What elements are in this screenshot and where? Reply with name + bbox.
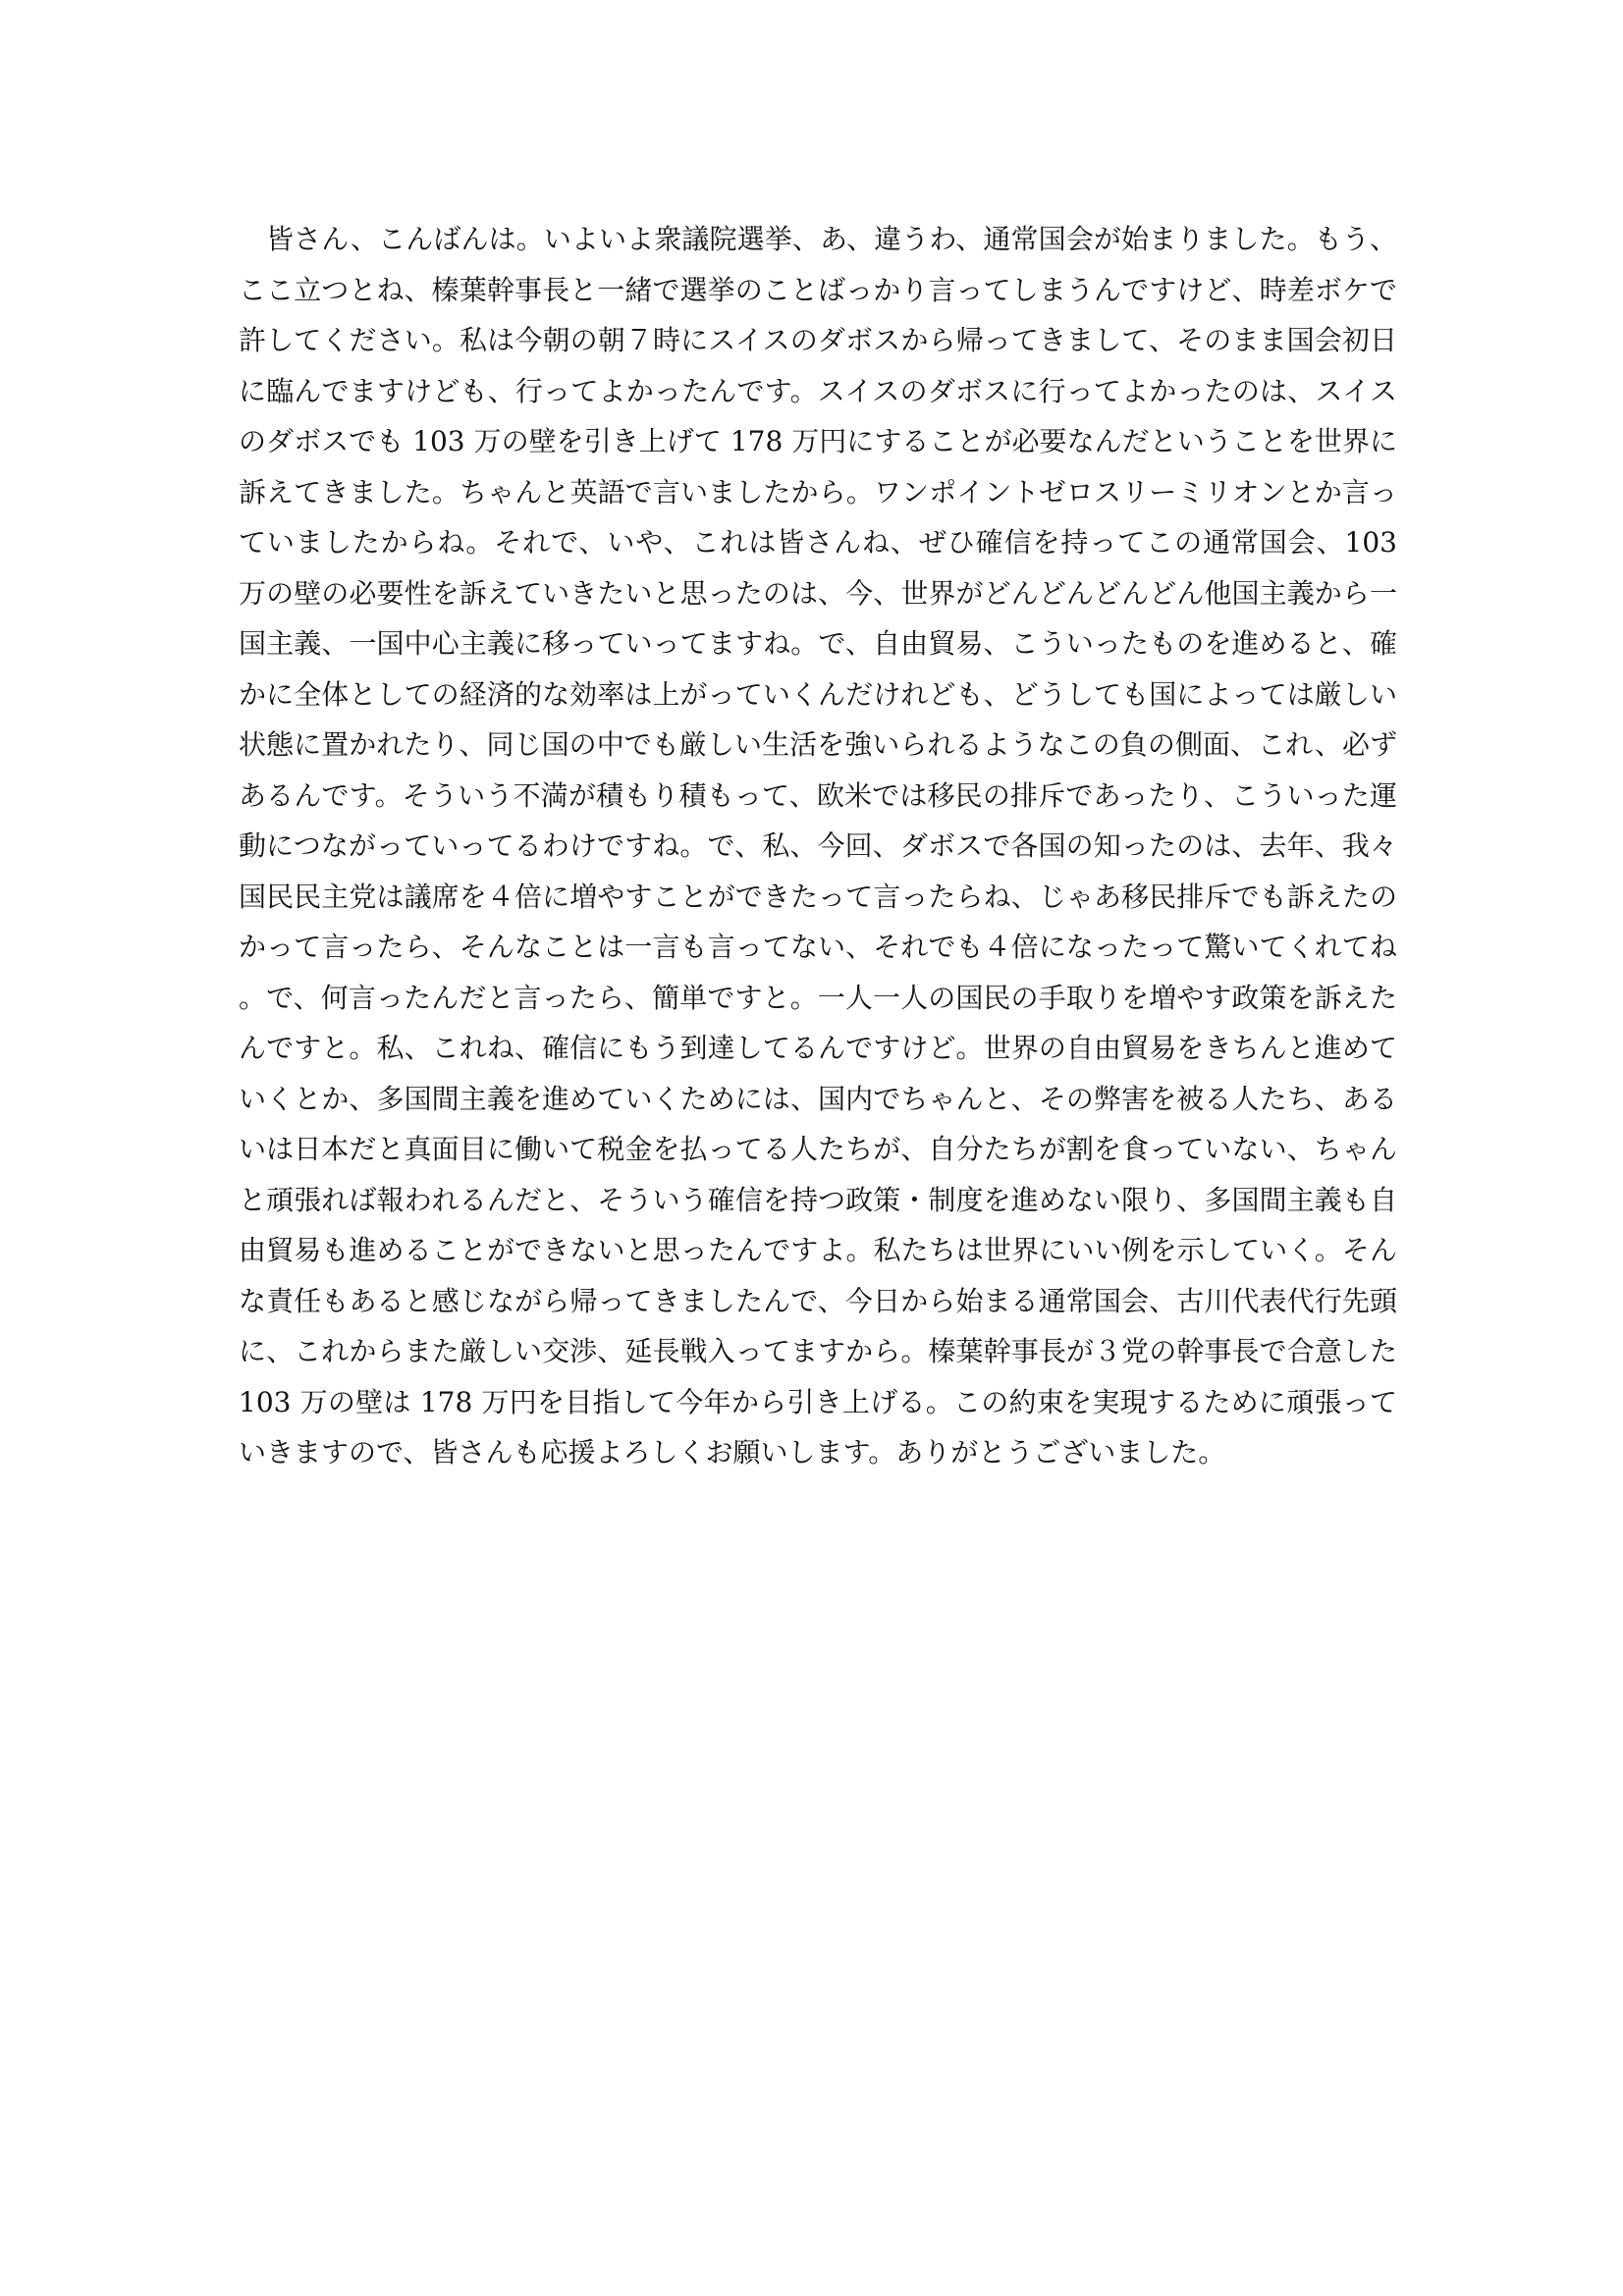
speech-paragraph: 皆さん、こんばんは。いよいよ衆議院選挙、あ、違うわ、通常国会が始まりました。もう、ここ立つとね、榛葉幹事長と一緒で選挙のことばっかり言ってしまうんですけど、時差ボケで許してください。私は今朝の朝７時にスイスのダボスから帰ってきまして、そのまま国会初日に臨んでますけども、行ってよかったんです。スイスのダボスに行ってよかったのは、スイスのダボスでも 103 万の壁を引き上げて 178 万円にすることが必要なんだということを世界に訴えてきました。ちゃんと英語で言いましたから。ワンポイントゼロスリーミリオンとか言っていましたからね。それで、いや、これは皆さんね、ぜひ確信を持ってこの通常国会、103 万の壁の必要性を訴えていきたいと思ったのは、今、世界がどんどんどんどん他国主義から一国主義、一国中心主義に移っていってますね。で、自由貿易、こういったものを進めると、確かに全体としての経済的な効率は上がっていくんだけれども、どうしても国によっては厳しい状態に置かれたり、同じ国の中でも厳しい生活を強いられるようなこの負の側面、これ、必ずあるんです。そういう不満が積もり積もって、欧米では移民の排斥であったり、こういった運動につながっていってるわけですね。で、私、今回、ダボスで各国の知ったのは、去年、我々国民民主党は議席を４倍に増やすことができたって言ったらね、じゃあ移民排斥でも訴えたのかって言ったら、そんなことは一言も言ってない、それでも４倍になったって驚いてくれてね。で、何言ったんだと言ったら、簡単ですと。一人一人の国民の手取りを増やす政策を訴えたんですと。私、これね、確信にもう到達してるんですけど。世界の自由貿易をきちんと進めていくとか、多国間主義を進めていくためには、国内でちゃんと、その弊害を被る人たち、あるいは日本だと真面目に働いて税金を払ってる人たちが、自分たちが割を食っていない、ちゃんと頑張れば報われるんだと、そういう確信を持つ政策・制度を進めない限り、多国間主義も自由貿易も進めることができないと思ったんですよ。私たちは世界にいい例を示していく。そんな責任もあると感じながら帰ってきましたんで、今日から始まる通常国会、古川代表代行先頭に、これからまた厳しい交渉、延長戦入ってますから。榛葉幹事長が３党の幹事長で合意した 103 万の壁は 178 万円を目指して今年から引き上げる。この約束を実現するために頑張っていきますので、皆さんも応援よろしくお願いします。ありがとうございました。 bbox=[239, 223, 1398, 1468]
